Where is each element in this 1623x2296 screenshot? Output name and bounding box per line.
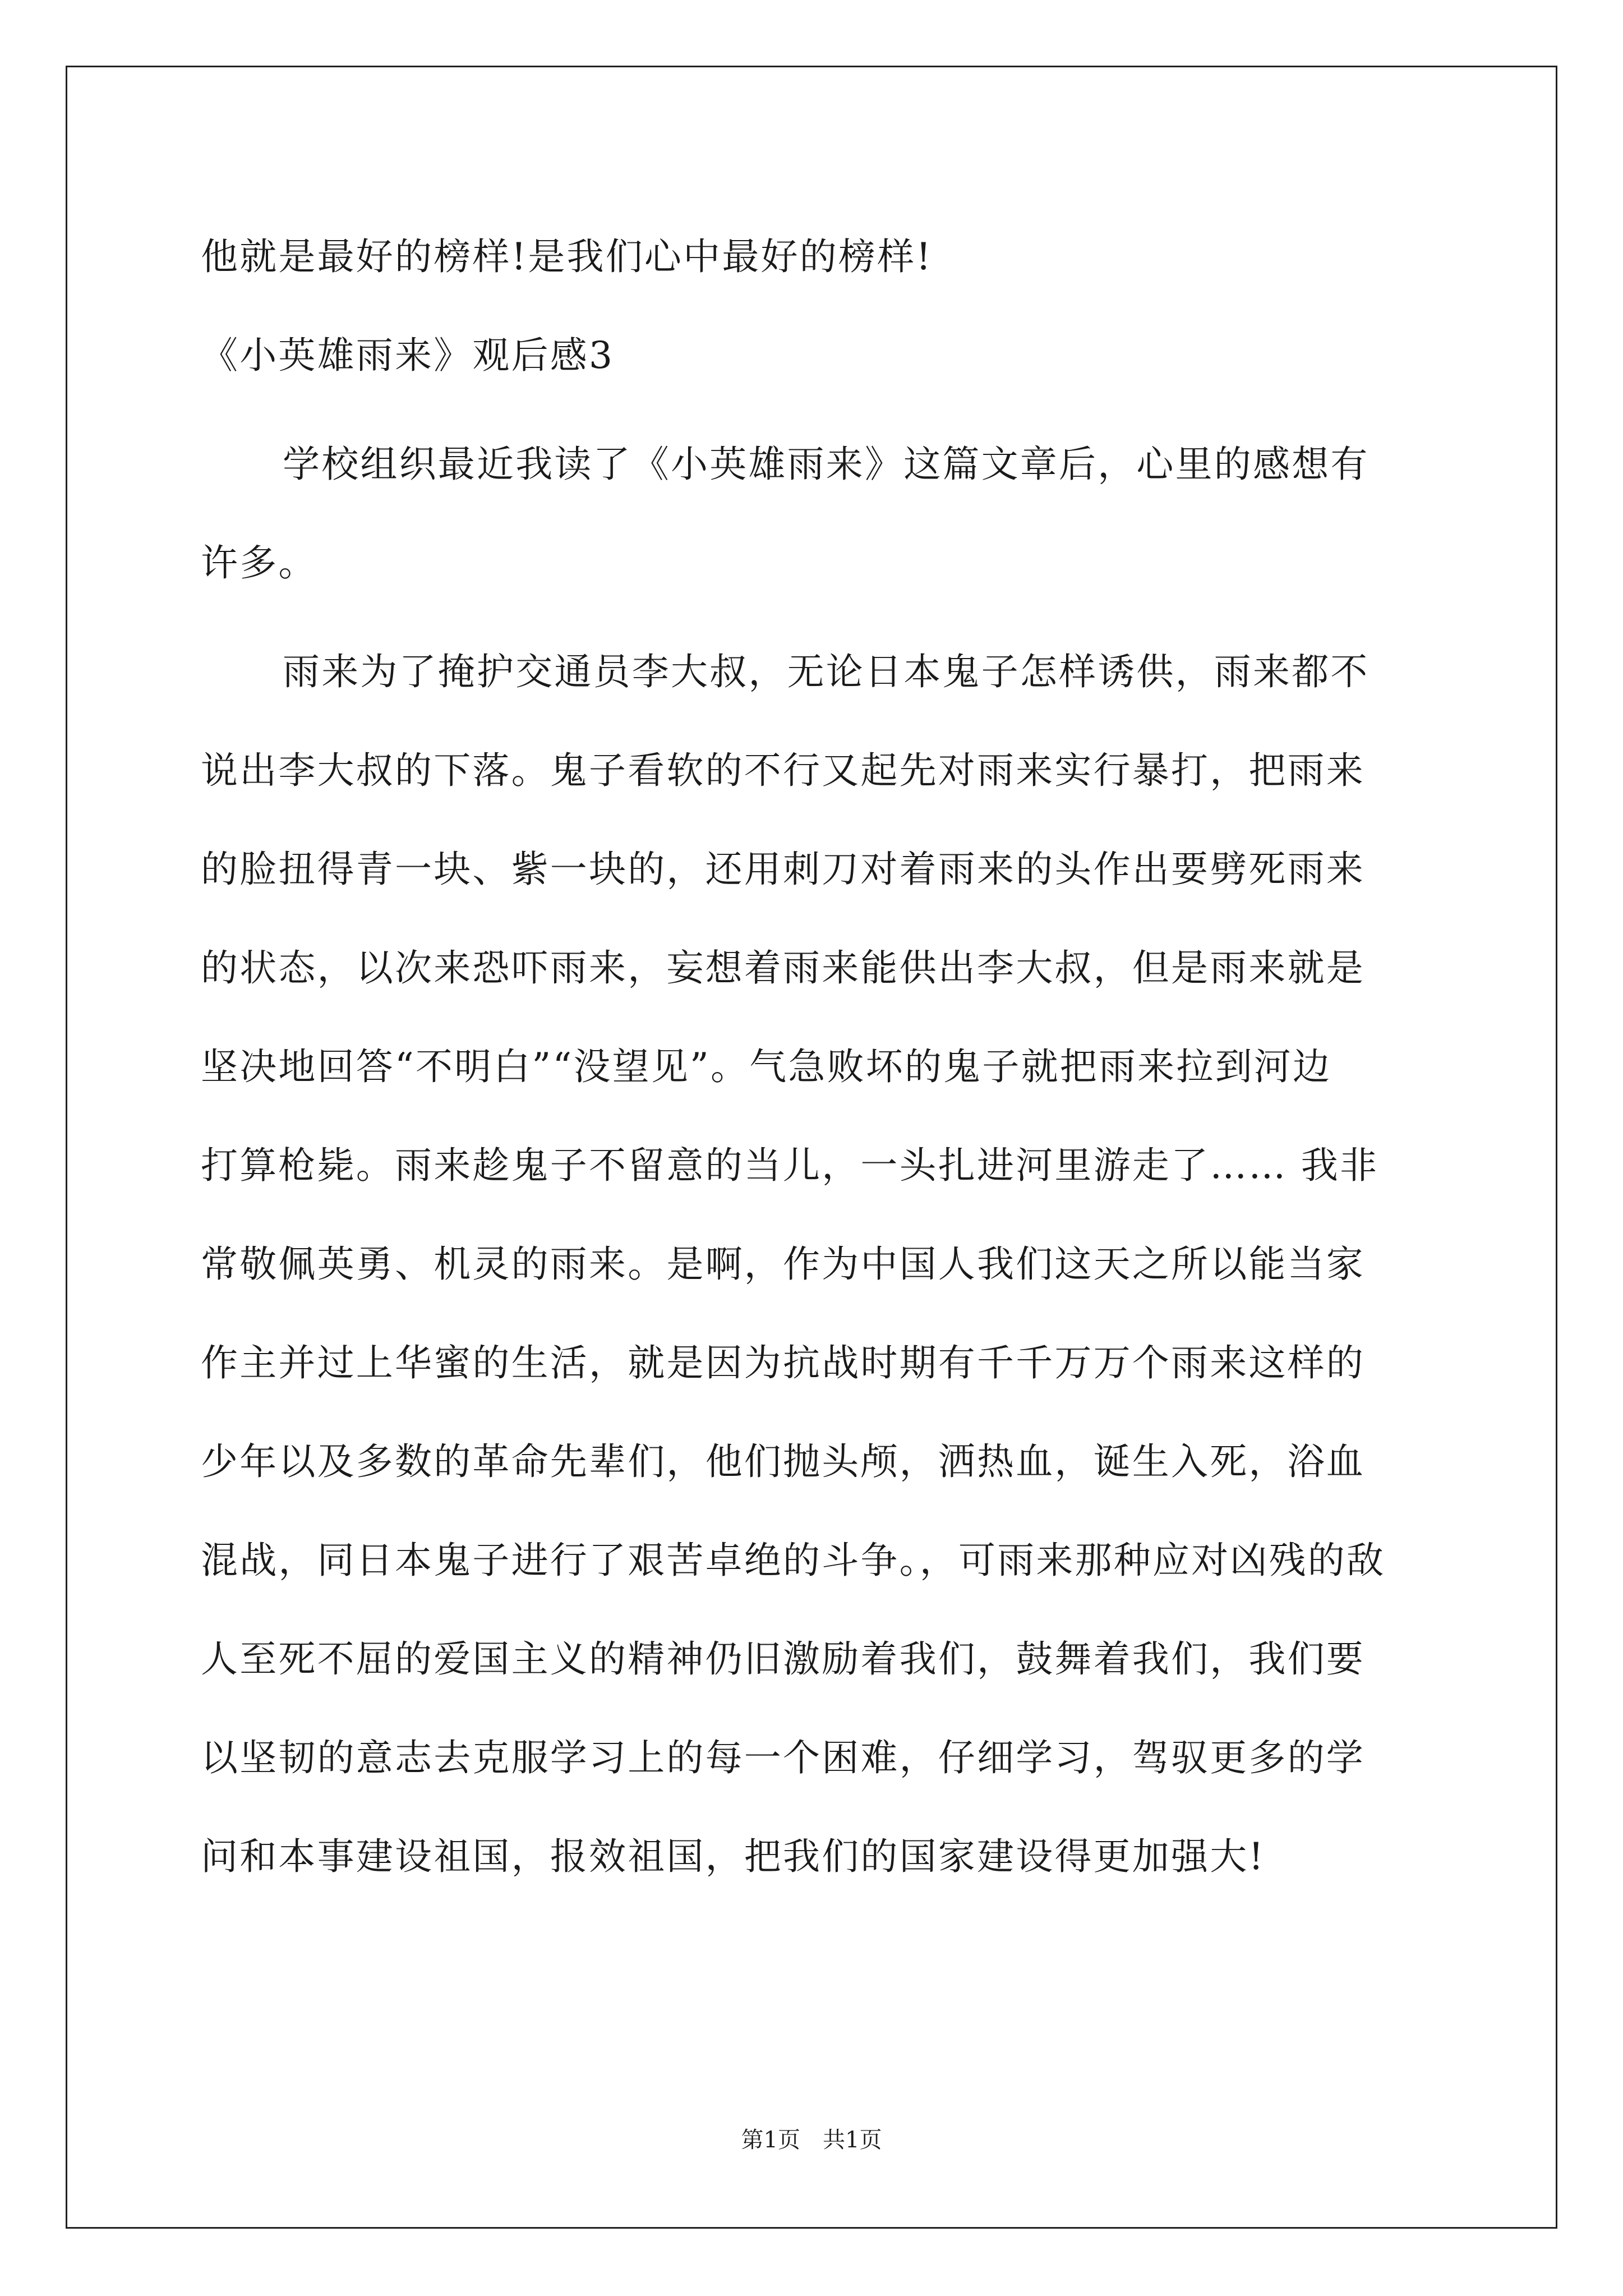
paragraph-2-line-13: 问和本事建设祖国，报效祖国，把我们的国家建设得更加强大! <box>201 1835 1266 1878</box>
paragraph-2-line-10: 混战，同日本鬼子进行了艰苦卓绝的斗争。，可雨来那种应对凶残的敌 <box>201 1539 1386 1582</box>
closing-sentence: 他就是最好的榜样!是我们心中最好的榜样! <box>201 235 933 278</box>
paragraph-2-line-4: 的状态，以次来恐吓雨来，妄想着雨来能供出李大叔，但是雨来就是 <box>201 946 1365 990</box>
paragraph-2-line-2: 说出李大叔的下落。鬼子看软的不行又起先对雨来实行暴打，把雨来 <box>201 749 1365 792</box>
paragraph-2-line-5: 坚决地回答“不明白”“没望见”。气急败坏的鬼子就把雨来拉到河边 <box>201 1045 1332 1088</box>
page-number-footer: 第1页 共1页 <box>741 2127 882 2153</box>
spacer <box>201 405 1427 415</box>
document-body <box>201 208 1427 1906</box>
paragraph-2-line-9: 少年以及多数的革命先辈们，他们抛头颅，洒热血，诞生入死，浴血 <box>201 1440 1365 1483</box>
paragraph-2-line-1: 雨来为了掩护交通员李大叔，无论日本鬼子怎样诱供，雨来都不 <box>283 650 1370 693</box>
paragraph-2-line-6: 打算枪毙。雨来趁鬼子不留意的当儿，一头扎进河里游走了…… 我非 <box>201 1144 1379 1187</box>
paragraph-2-line-12: 以坚韧的意志去克服学习上的每一个困难，仔细学习，驾驭更多的学 <box>201 1736 1365 1779</box>
paragraph-2-line-7: 常敬佩英勇、机灵的雨来。是啊，作为中国人我们这天之所以能当家 <box>201 1243 1365 1286</box>
paragraph-1-line-1: 学校组织最近我读了《小英雄雨来》这篇文章后，心里的感想有 <box>283 443 1370 486</box>
essay-title: 《小英雄雨来》观后感3 <box>201 334 615 377</box>
paragraph-2-line-11: 人至死不屈的爱国主义的精神仍旧激励着我们，鼓舞着我们，我们要 <box>201 1637 1365 1681</box>
paragraph-2-line-8: 作主并过上华蜜的生活，就是因为抗战时期有千千万万个雨来这样的 <box>201 1341 1365 1384</box>
spacer <box>201 613 1427 623</box>
paragraph-1-line-2: 许多。 <box>201 541 317 585</box>
paragraph-2-line-3: 的脸扭得青一块、紫一块的，还用刺刀对着雨来的头作出要劈死雨来 <box>201 848 1365 891</box>
